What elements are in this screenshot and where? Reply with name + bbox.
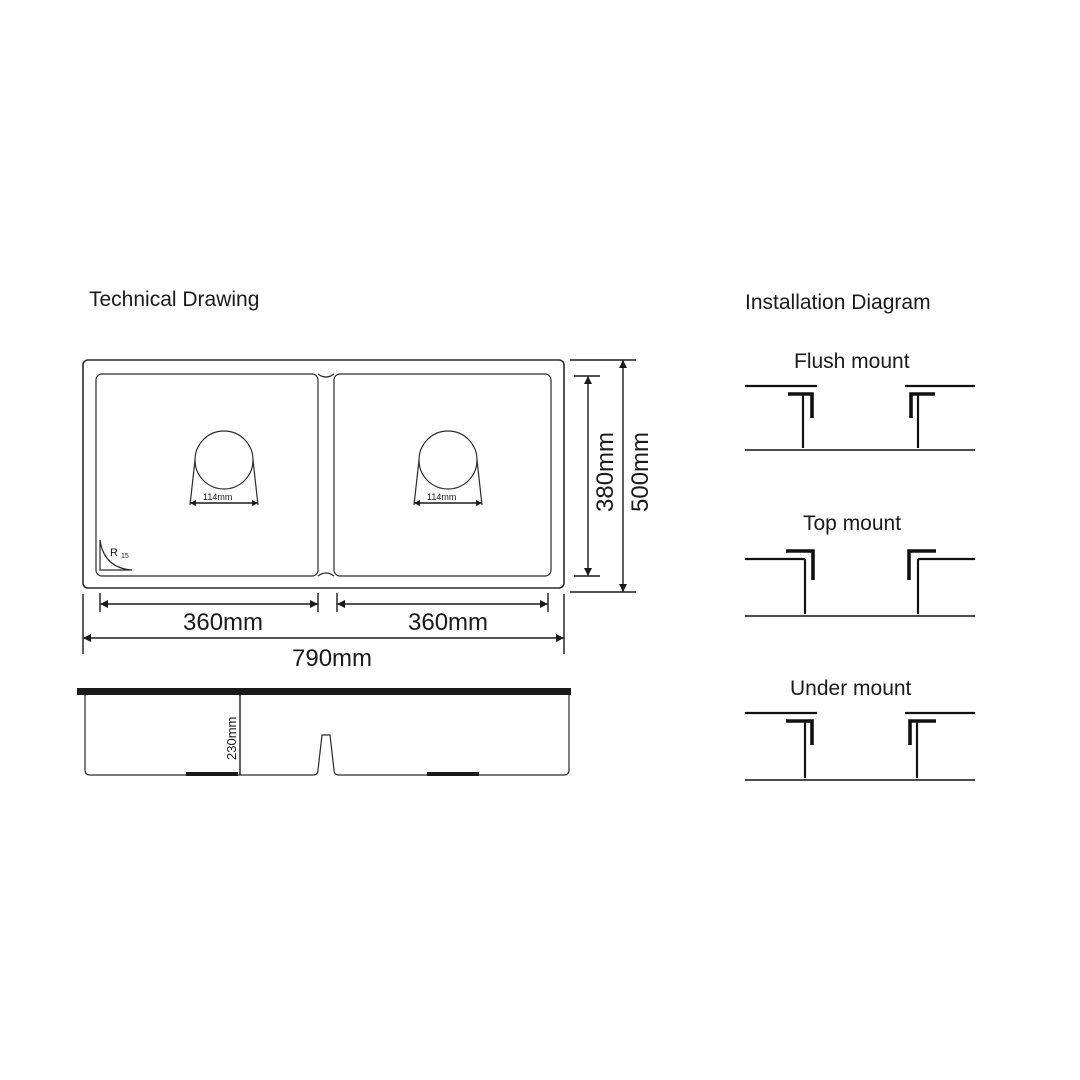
inner-depth-label: 380mm bbox=[592, 431, 619, 512]
side-view-left-bowl bbox=[85, 695, 569, 775]
sink-side-view bbox=[77, 688, 571, 776]
overall-width-label: 790mm bbox=[292, 645, 373, 672]
sink-outer-rim bbox=[83, 360, 564, 588]
overall-depth-label: 500mm bbox=[627, 431, 654, 512]
technical-drawing-heading: Technical Drawing bbox=[89, 288, 260, 311]
left-waste bbox=[190, 431, 258, 506]
right-waste bbox=[414, 431, 482, 506]
bowl-height-label: 230mm bbox=[224, 716, 239, 760]
installation-diagram-heading: Installation Diagram bbox=[745, 291, 931, 314]
flush-mount-label: Flush mount bbox=[794, 350, 910, 373]
right-drain-stub bbox=[427, 772, 479, 776]
under-mount-diagram bbox=[745, 713, 975, 780]
right-bowl bbox=[334, 374, 551, 576]
left-waste-dimension: 114mm bbox=[203, 492, 233, 502]
left-bowl-width-label: 360mm bbox=[183, 609, 264, 636]
right-waste-dimension: 114mm bbox=[427, 492, 457, 502]
sink-top-view bbox=[83, 360, 564, 588]
left-bowl bbox=[96, 374, 318, 576]
top-mount-diagram bbox=[745, 551, 975, 616]
top-mount-label: Top mount bbox=[803, 512, 902, 535]
left-drain-stub bbox=[186, 772, 238, 776]
under-mount-label: Under mount bbox=[790, 677, 912, 700]
side-view-top-flange bbox=[77, 688, 571, 695]
corner-radius-letter: R bbox=[110, 547, 118, 559]
right-bowl-width-label: 360mm bbox=[408, 609, 489, 636]
bowl-divider bbox=[318, 374, 334, 576]
corner-radius-value: 15 bbox=[121, 553, 129, 560]
flush-mount-diagram bbox=[745, 386, 975, 450]
